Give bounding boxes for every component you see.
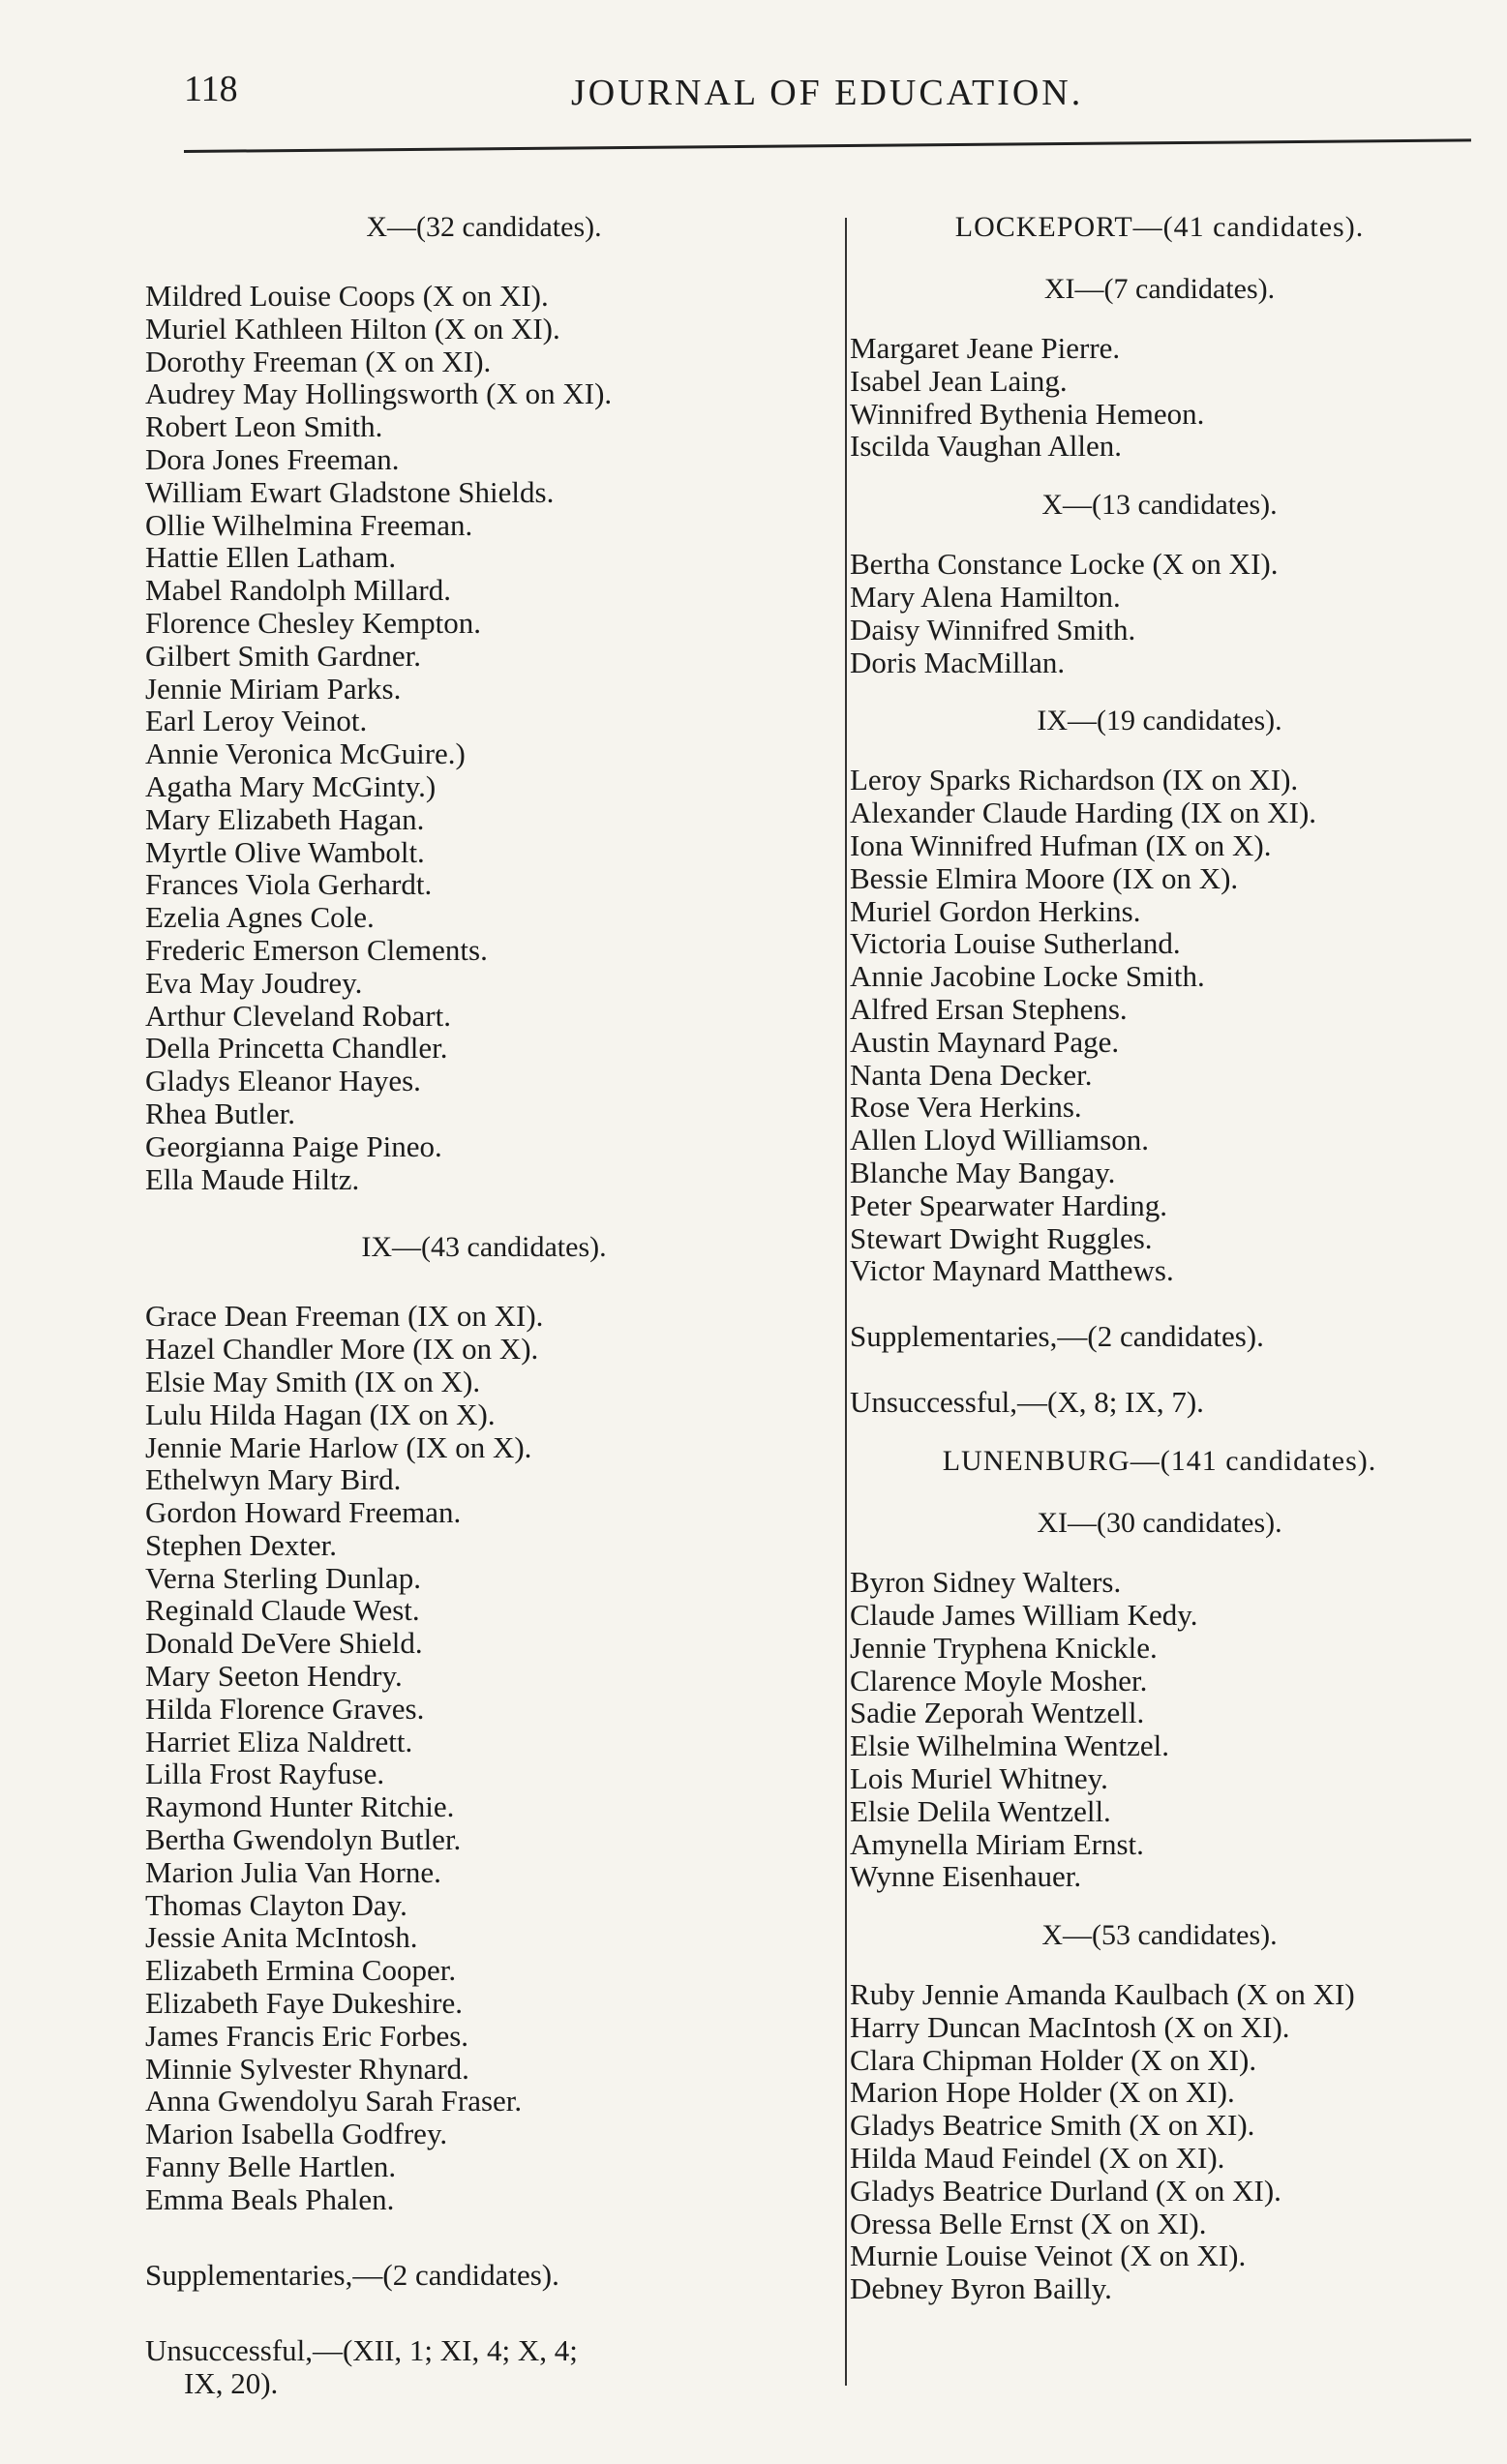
- list-item: Peter Spearwater Harding.: [850, 1187, 1167, 1222]
- list-item: Gladys Beatrice Durland (X on XI).: [850, 2173, 1281, 2208]
- list-item: Grace Dean Freeman (IX on XI).: [145, 1299, 544, 1334]
- list-item: Thomas Clayton Day.: [145, 1887, 407, 1922]
- list-item: Gladys Eleanor Hayes.: [145, 1064, 421, 1098]
- list-item: Florence Chesley Kempton.: [145, 605, 481, 640]
- list-item: Nanta Dena Decker.: [850, 1057, 1093, 1092]
- list-item: Bertha Constance Locke (X on XI).: [850, 547, 1279, 582]
- list-item: Earl Leroy Veinot.: [145, 704, 368, 738]
- list-item: Victoria Louise Sutherland.: [850, 926, 1181, 961]
- list-item: Clara Chipman Holder (X on XI).: [850, 2042, 1257, 2077]
- list-item: Hazel Chandler More (IX on X).: [145, 1332, 539, 1367]
- page-number: 118: [184, 69, 238, 109]
- list-item: Lilla Frost Rayfuse.: [145, 1757, 385, 1791]
- list-item: Gilbert Smith Gardner.: [145, 638, 421, 673]
- lunenburg-xi-heading: XI—(30 candidates).: [1037, 1507, 1282, 1540]
- list-item: Muriel Kathleen Hilton (X on XI).: [145, 311, 560, 346]
- list-item: Amynella Miriam Ernst.: [850, 1826, 1144, 1861]
- list-item: Jennie Marie Harlow (IX on X).: [145, 1429, 532, 1464]
- lockeport-xi-heading: XI—(7 candidates).: [1043, 273, 1276, 305]
- list-item: Stewart Dwight Ruggles.: [850, 1220, 1153, 1255]
- section-heading-ix: IX—(43 candidates).: [361, 1231, 607, 1264]
- list-item: Debney Byron Bailly.: [850, 2271, 1112, 2306]
- list-item: Emma Beals Phalen.: [145, 2181, 395, 2216]
- lockeport-supplementaries-line: Supplementaries,—(2 candidates).: [850, 1319, 1264, 1354]
- list-item: Daisy Winnifred Smith.: [850, 612, 1136, 646]
- list-item: Georgianna Paige Pineo.: [145, 1128, 442, 1163]
- list-item: Marion Julia Van Horne.: [145, 1854, 441, 1889]
- list-item: Lulu Hilda Hagan (IX on X).: [145, 1397, 496, 1431]
- lockeport-x-list: [850, 548, 1469, 678]
- list-item: Margaret Jeane Pierre.: [850, 331, 1121, 365]
- list-item: Gordon Howard Freeman.: [145, 1495, 462, 1530]
- list-item: Oressa Belle Ernst (X on XI).: [850, 2206, 1207, 2240]
- list-item: Mildred Louise Coops (X on XI).: [145, 279, 549, 313]
- list-item: Stephen Dexter.: [145, 1527, 338, 1562]
- list-item: Clarence Moyle Mosher.: [850, 1663, 1148, 1698]
- header-rule: [184, 138, 1471, 153]
- list-item: Allen Lloyd Williamson.: [850, 1123, 1150, 1157]
- right-column: [850, 208, 1469, 2305]
- list-item: Hattie Ellen Latham.: [145, 540, 397, 575]
- list-item: Hilda Florence Graves.: [145, 1691, 425, 1726]
- list-item: Raymond Hunter Ritchie.: [145, 1789, 455, 1824]
- list-item: Elsie May Smith (IX on X).: [145, 1364, 481, 1398]
- list-item: Gladys Beatrice Smith (X on XI).: [850, 2108, 1255, 2143]
- lockeport-x-heading: X—(13 candidates).: [1041, 489, 1278, 522]
- list-item: Fanny Belle Hartlen.: [145, 2149, 397, 2184]
- list-item: Elsie Delila Wentzell.: [850, 1793, 1111, 1828]
- list-item: Harriet Eliza Naldrett.: [145, 1724, 413, 1758]
- list-item: Alfred Ersan Stephens.: [850, 991, 1128, 1026]
- list-item: Arthur Cleveland Robart.: [145, 998, 451, 1033]
- list-item: Mary Seeton Hendry.: [145, 1659, 403, 1694]
- list-item: Annie Veronica McGuire.): [145, 736, 466, 771]
- list-item: Isabel Jean Laing.: [850, 363, 1068, 398]
- list-item: Claude James William Kedy.: [850, 1597, 1198, 1632]
- list-item: Byron Sidney Walters.: [850, 1565, 1122, 1600]
- list-item: Wynne Eisenhauer.: [850, 1859, 1082, 1894]
- list-item: Donald DeVere Shield.: [145, 1626, 423, 1661]
- list-item: Reginald Claude West.: [145, 1593, 420, 1628]
- list-item: Ezelia Agnes Cole.: [145, 900, 375, 935]
- name-list-x: [145, 280, 823, 1195]
- list-item: Della Princetta Chandler.: [145, 1031, 448, 1066]
- list-item: Austin Maynard Page.: [850, 1024, 1120, 1059]
- name-list-ix: [145, 1300, 823, 2215]
- list-item: Rose Vera Herkins.: [850, 1090, 1082, 1125]
- list-item: James Francis Eric Forbes.: [145, 2018, 469, 2053]
- list-item: Doris MacMillan.: [850, 645, 1066, 679]
- list-item: Mary Alena Hamilton.: [850, 579, 1121, 614]
- list-item: Anna Gwendolyu Sarah Fraser.: [145, 2084, 523, 2118]
- lockeport-ix-heading: IX—(19 candidates).: [1037, 705, 1282, 737]
- section-heading-x: X—(32 candidates).: [366, 211, 602, 243]
- list-item: Frances Viola Gerhardt.: [145, 867, 433, 902]
- list-item: Myrtle Olive Wambolt.: [145, 834, 425, 869]
- list-item: Audrey May Hollingsworth (X on XI).: [145, 376, 613, 411]
- journal-title: JOURNAL OF EDUCATION.: [571, 73, 1084, 113]
- list-item: Ethelwyn Mary Bird.: [145, 1462, 402, 1497]
- list-item: Rhea Butler.: [145, 1096, 295, 1130]
- list-item: Leroy Sparks Richardson (IX on XI).: [850, 763, 1299, 797]
- list-item: Winnifred Bythenia Hemeon.: [850, 396, 1205, 431]
- lunenburg-x-heading: X—(53 candidates).: [1041, 1919, 1278, 1952]
- list-item: Jennie Miriam Parks.: [145, 671, 402, 706]
- list-item: Bertha Gwendolyn Butler.: [145, 1822, 462, 1857]
- list-item: Jennie Tryphena Knickle.: [850, 1630, 1158, 1665]
- list-item: Marion Hope Holder (X on XI).: [850, 2075, 1235, 2110]
- list-item: Ollie Wilhelmina Freeman.: [145, 507, 473, 542]
- list-item: Elsie Wilhelmina Wentzel.: [850, 1728, 1169, 1763]
- list-item: Blanche May Bangay.: [850, 1155, 1116, 1189]
- list-item: Sadie Zeporah Wentzell.: [850, 1696, 1145, 1730]
- list-item: Victor Maynard Matthews.: [850, 1253, 1174, 1288]
- list-item: Dora Jones Freeman.: [145, 441, 400, 476]
- column-divider: [845, 218, 847, 2386]
- list-item: Annie Jacobine Locke Smith.: [850, 959, 1205, 994]
- list-item: Murnie Louise Veinot (X on XI).: [850, 2239, 1247, 2273]
- supplementaries-line: Supplementaries,—(2 candidates).: [145, 2257, 559, 2292]
- list-item: Muriel Gordon Herkins.: [850, 893, 1141, 928]
- list-item: Dorothy Freeman (X on XI).: [145, 344, 492, 378]
- list-item: Mary Elizabeth Hagan.: [145, 801, 425, 836]
- left-column: [145, 208, 823, 2400]
- list-item: Elizabeth Ermina Cooper.: [145, 1953, 457, 1988]
- list-item: Eva May Joudrey.: [145, 965, 363, 1000]
- list-item: Verna Sterling Dunlap.: [145, 1560, 421, 1595]
- list-item: William Ewart Gladstone Shields.: [145, 474, 555, 509]
- list-item: Marion Isabella Godfrey.: [145, 2117, 448, 2151]
- lunenburg-xi-list: [850, 1566, 1469, 1893]
- list-item: Jessie Anita McIntosh.: [145, 1920, 418, 1955]
- page-header: [174, 58, 1471, 135]
- list-item: Agatha Mary McGinty.): [145, 768, 437, 803]
- lockeport-xi-list: [850, 332, 1469, 463]
- list-item: Robert Leon Smith.: [145, 409, 383, 444]
- lockeport-heading: LOCKEPORT—(41 candidates).: [954, 211, 1365, 243]
- lunenburg-x-list: [850, 1978, 1469, 2305]
- list-item: Hilda Maud Feindel (X on XI).: [850, 2141, 1225, 2176]
- list-item: Minnie Sylvester Rhynard.: [145, 2051, 469, 2086]
- unsuccessful-line: Unsuccessful,—(XII, 1; XI, 4; X, 4;: [145, 2332, 578, 2367]
- lunenburg-heading: LUNENBURG—(141 candidates).: [942, 1445, 1377, 1478]
- list-item: Ella Maude Hiltz.: [145, 1161, 360, 1196]
- list-item: Iona Winnifred Hufman (IX on X).: [850, 827, 1272, 862]
- list-item: Alexander Claude Harding (IX on XI).: [850, 796, 1317, 830]
- list-item: Mabel Randolph Millard.: [145, 573, 451, 608]
- list-item: Elizabeth Faye Dukeshire.: [145, 1986, 463, 2021]
- lockeport-unsuccessful-line: Unsuccessful,—(X, 8; IX, 7).: [850, 1385, 1204, 1420]
- list-item: Frederic Emerson Clements.: [145, 932, 488, 967]
- lockeport-ix-list: [850, 764, 1469, 1287]
- list-item: Harry Duncan MacIntosh (X on XI).: [850, 2009, 1290, 2044]
- list-item: Bessie Elmira Moore (IX on X).: [850, 860, 1239, 895]
- list-item: Lois Muriel Whitney.: [850, 1760, 1108, 1795]
- list-item: Ruby Jennie Amanda Kaulbach (X on XI): [850, 1977, 1355, 2012]
- unsuccessful-line-continued: IX, 20).: [184, 2365, 279, 2400]
- list-item: Iscilda Vaughan Allen.: [850, 429, 1122, 464]
